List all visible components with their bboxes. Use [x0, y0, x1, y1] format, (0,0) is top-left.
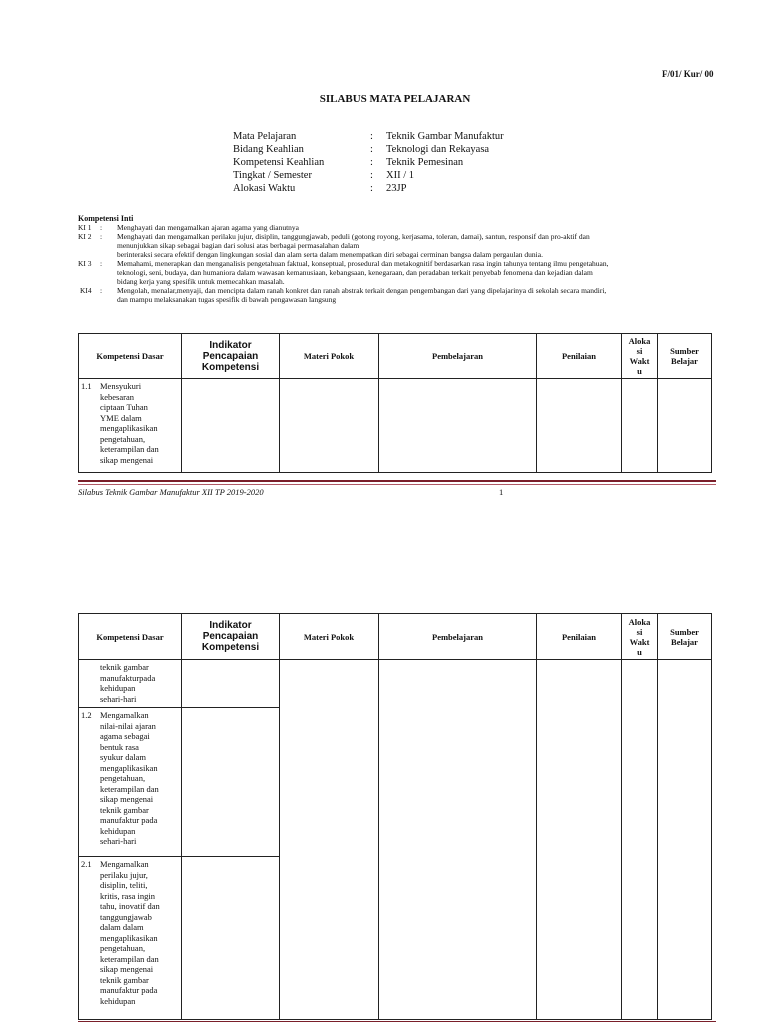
header-alokasi-line: Aloka	[628, 616, 651, 627]
kd-line: pengetahuan,	[100, 773, 146, 783]
table-header-row	[79, 614, 712, 660]
penilaian-cell	[537, 379, 622, 473]
kompetensi-inti	[78, 214, 718, 304]
header-alokasi-line: si	[636, 626, 643, 637]
header-indikator-line: Kompetensi	[201, 642, 260, 653]
info-colon: :	[370, 183, 373, 194]
ki-line: menunjukkan sikap sebagai bagian dari solusi atas berbagai permasalahan dalam	[117, 241, 360, 250]
header-materi-pokok: Materi Pokok	[280, 614, 379, 660]
alokasi-cell	[622, 660, 658, 1020]
header-kompetensi-dasar: Kompetensi Dasar	[79, 334, 182, 379]
ki-item	[78, 286, 718, 304]
kd-line: kebesaran	[100, 391, 134, 402]
kd-cell	[79, 857, 182, 1020]
header-pembelajaran: Pembelajaran	[379, 614, 537, 660]
kd-item	[79, 708, 181, 849]
ki-colon: :	[100, 259, 103, 268]
kd-line: tahu, inovatif dan	[100, 901, 160, 911]
info-label: Alokasi Waktu	[233, 183, 296, 194]
kompetensi-inti-heading: Kompetensi Inti	[78, 214, 134, 223]
ki-text	[117, 286, 718, 304]
kd-line: dalam dalam	[100, 922, 144, 932]
kd-line: sikap mengenai	[100, 794, 154, 804]
kd-line: mengaplikasikan	[100, 423, 158, 433]
ki-code: KI4	[80, 286, 92, 295]
header-indikator-line: Indikator	[209, 339, 252, 351]
ki-code: KI 2	[78, 232, 92, 241]
ki-code: KI 3	[78, 259, 92, 268]
ki-text	[117, 259, 718, 286]
kd-line: manufaktur pada	[100, 985, 158, 995]
header-materi-pokok: Materi Pokok	[280, 334, 379, 379]
kd-item	[79, 379, 181, 467]
info-colon: :	[370, 144, 373, 155]
kd-line: kehidupan	[100, 683, 136, 693]
materi-cell	[280, 660, 379, 1020]
info-row	[233, 143, 504, 156]
footer-rule-thin	[78, 484, 716, 485]
header-indikator-line: Pencapaian	[202, 631, 259, 642]
kd-line: sikap mengenai	[100, 964, 154, 974]
info-value: XII / 1	[386, 170, 414, 181]
pembelajaran-cell	[379, 379, 537, 473]
ki-item	[78, 223, 718, 232]
header-alokasi-line: u	[637, 366, 642, 376]
info-colon: :	[370, 131, 373, 142]
header-sumber-line: Belajar	[671, 636, 698, 647]
kd-text	[100, 710, 179, 847]
alokasi-cell	[622, 379, 658, 473]
document-title: SILABUS MATA PELAJARAN	[319, 93, 471, 105]
ki-code: KI 1	[78, 223, 92, 232]
table-row	[79, 660, 712, 708]
kd-line: keterampilan dan	[100, 444, 159, 454]
ki-item	[78, 259, 718, 286]
kd-item	[79, 857, 181, 1008]
kd-line: kehidupan	[100, 995, 136, 1006]
kd-number: 1.1	[81, 381, 92, 391]
header-indikator-line: Kompetensi	[201, 361, 260, 373]
header-alokasi-waktu	[622, 614, 658, 660]
info-label: Bidang Keahlian	[233, 144, 304, 155]
kd-line: perilaku jujur,	[100, 869, 148, 880]
info-label: Tingkat / Semester	[233, 170, 312, 181]
kd-line: mengaplikasikan	[100, 932, 158, 943]
kd-cell	[79, 379, 182, 473]
ki-item	[78, 232, 718, 259]
kd-cell	[79, 660, 182, 708]
ki-line: Menghayati dan mengamalkan ajaran agama yang dianutnya	[117, 223, 300, 232]
kd-line: keterampilan dan	[100, 953, 159, 964]
ki-colon: :	[100, 232, 103, 241]
info-row	[233, 130, 504, 143]
syllabus-table-page1	[78, 333, 712, 473]
footer-rule	[78, 480, 716, 482]
info-label: Kompetensi Keahlian	[233, 157, 325, 168]
info-value: 23JP	[386, 183, 407, 194]
indikator-cell	[182, 708, 280, 857]
ki-text	[117, 223, 718, 232]
indikator-cell	[182, 660, 280, 708]
header-alokasi-line: u	[637, 646, 642, 657]
ki-line: Mengolah, menalar,menyaji, dan mencipta dalam ranah konkret dan ranah abstrak terkait dengan pengembangan dari yang dipelajarinya di sekolah secara mandiri,	[117, 286, 607, 295]
penilaian-cell	[537, 660, 622, 1020]
kd-item	[79, 660, 181, 706]
header-sumber-belajar	[658, 614, 712, 660]
info-value: Teknologi dan Rekayasa	[386, 144, 490, 155]
ki-line: Memahami, menerapkan dan menganalisis pengetahuan faktual, konseptual, prosedural dan metakognitif berdasarkan rasa ingin tahunya tentang ilmu pengetahuan,	[117, 259, 609, 268]
ki-colon: :	[100, 223, 103, 232]
indikator-cell	[182, 379, 280, 473]
kd-line: sehari-hari	[100, 693, 137, 704]
info-value: Teknik Gambar Manufaktur	[386, 131, 504, 142]
page-bottom-rule	[78, 1021, 716, 1022]
header-sumber-line: Sumber	[670, 626, 699, 637]
header-penilaian: Penilaian	[537, 334, 622, 379]
kd-line: Mensyukuri	[100, 381, 142, 391]
header-sumber-belajar	[658, 334, 712, 379]
info-row	[233, 156, 504, 169]
kd-text	[100, 662, 179, 704]
header-alokasi-line: Aloka	[628, 336, 651, 346]
header-sumber-line: Belajar	[671, 356, 698, 366]
info-label: Mata Pelajaran	[233, 131, 297, 142]
kd-number: 2.1	[81, 859, 92, 869]
kd-line: teknik gambar	[100, 974, 149, 985]
header-kompetensi-dasar: Kompetensi Dasar	[79, 614, 182, 660]
form-code: F/01/ Kur/ 00	[662, 69, 714, 79]
footer-text: Silabus Teknik Gambar Manufaktur XII TP 2019-2020	[78, 487, 264, 497]
kd-line: teknik gambar	[100, 804, 149, 815]
sumber-cell	[658, 660, 712, 1020]
sumber-cell	[658, 379, 712, 473]
kd-line: ciptaan Tuhan	[100, 402, 148, 412]
header-alokasi-line: si	[636, 346, 643, 356]
kd-text	[100, 859, 179, 1006]
table-row	[79, 379, 712, 473]
kd-line: Mengamalkan	[100, 859, 149, 869]
kd-line: YME dalam	[100, 412, 142, 423]
ki-line: teknologi, seni, budaya, dan humaniora dalam wawasan kemanusiaan, kebangsaan, kenegaraan, dan peradaban terkait penyebab fenomena dan kejadian dalam	[117, 268, 593, 277]
kd-line: sikap mengenai	[100, 454, 154, 465]
page-number: 1	[499, 487, 504, 497]
header-indikator-line: Pencapaian	[202, 350, 259, 362]
kd-line: kehidupan	[100, 825, 136, 836]
kd-line: teknik gambar	[100, 662, 149, 672]
kd-line: keterampilan dan	[100, 783, 159, 794]
kd-line: manufakturpada	[100, 672, 156, 683]
header-pembelajaran: Pembelajaran	[379, 334, 537, 379]
header-alokasi-line: Wakt	[629, 636, 650, 647]
kd-line: Mengamalkan	[100, 710, 149, 720]
ki-text	[117, 232, 718, 259]
info-colon: :	[370, 157, 373, 168]
kd-line: nilai-nilai ajaran	[100, 720, 156, 731]
kd-line: agama sebagai	[100, 731, 150, 741]
kd-line: bentuk rasa	[100, 741, 139, 752]
kd-line: pengetahuan,	[100, 943, 146, 953]
kd-line: syukur dalam	[100, 752, 147, 762]
header-indikator	[182, 334, 280, 379]
table-header-row	[79, 334, 712, 379]
materi-cell	[280, 379, 379, 473]
header-penilaian: Penilaian	[537, 614, 622, 660]
kd-line: sehari-hari	[100, 836, 137, 846]
kd-line: tanggungjawab	[100, 911, 152, 922]
ki-colon: :	[100, 286, 103, 295]
kd-line: manufaktur pada	[100, 815, 158, 825]
header-alokasi-waktu	[622, 334, 658, 379]
ki-line: bidang kerja yang spesifik untuk memecahkan masalah.	[117, 277, 285, 286]
pembelajaran-cell	[379, 660, 537, 1020]
header-indikator	[182, 614, 280, 660]
header-sumber-line: Sumber	[670, 346, 699, 356]
info-row	[233, 169, 504, 182]
kd-number: 1.2	[81, 710, 92, 720]
kd-line: disiplin, teliti,	[100, 880, 148, 890]
info-value: Teknik Pemesinan	[386, 157, 464, 168]
ki-line: dan mampu melaksanakan tugas spesifik di bawah pengawasan langsung	[117, 295, 337, 304]
info-colon: :	[370, 170, 373, 181]
kd-cell	[79, 708, 182, 857]
kd-line: pengetahuan,	[100, 433, 146, 444]
kd-line: kritis, rasa ingin	[100, 890, 156, 901]
info-row	[233, 182, 504, 195]
kd-line: mengaplikasikan	[100, 762, 158, 773]
ki-line: Menghayati dan mengamalkan perilaku jujur, disiplin, tanggungjawab, peduli (gotong royong, kerjasama, toleran, damai), santun, responsif dan pro-aktif dan	[117, 232, 590, 241]
header-alokasi-line: Wakt	[629, 356, 650, 366]
indikator-cell	[182, 857, 280, 1020]
syllabus-table-page2	[78, 613, 712, 1020]
kd-number	[81, 662, 100, 704]
header-indikator-line: Indikator	[209, 620, 252, 631]
kd-text	[100, 381, 179, 465]
course-info	[233, 130, 504, 195]
ki-line: berinteraksi secara efektif dengan lingkungan sosial dan alam serta dalam menempatkan diri sebagai cerminan bangsa dalam pergaulan dunia.	[117, 250, 543, 259]
